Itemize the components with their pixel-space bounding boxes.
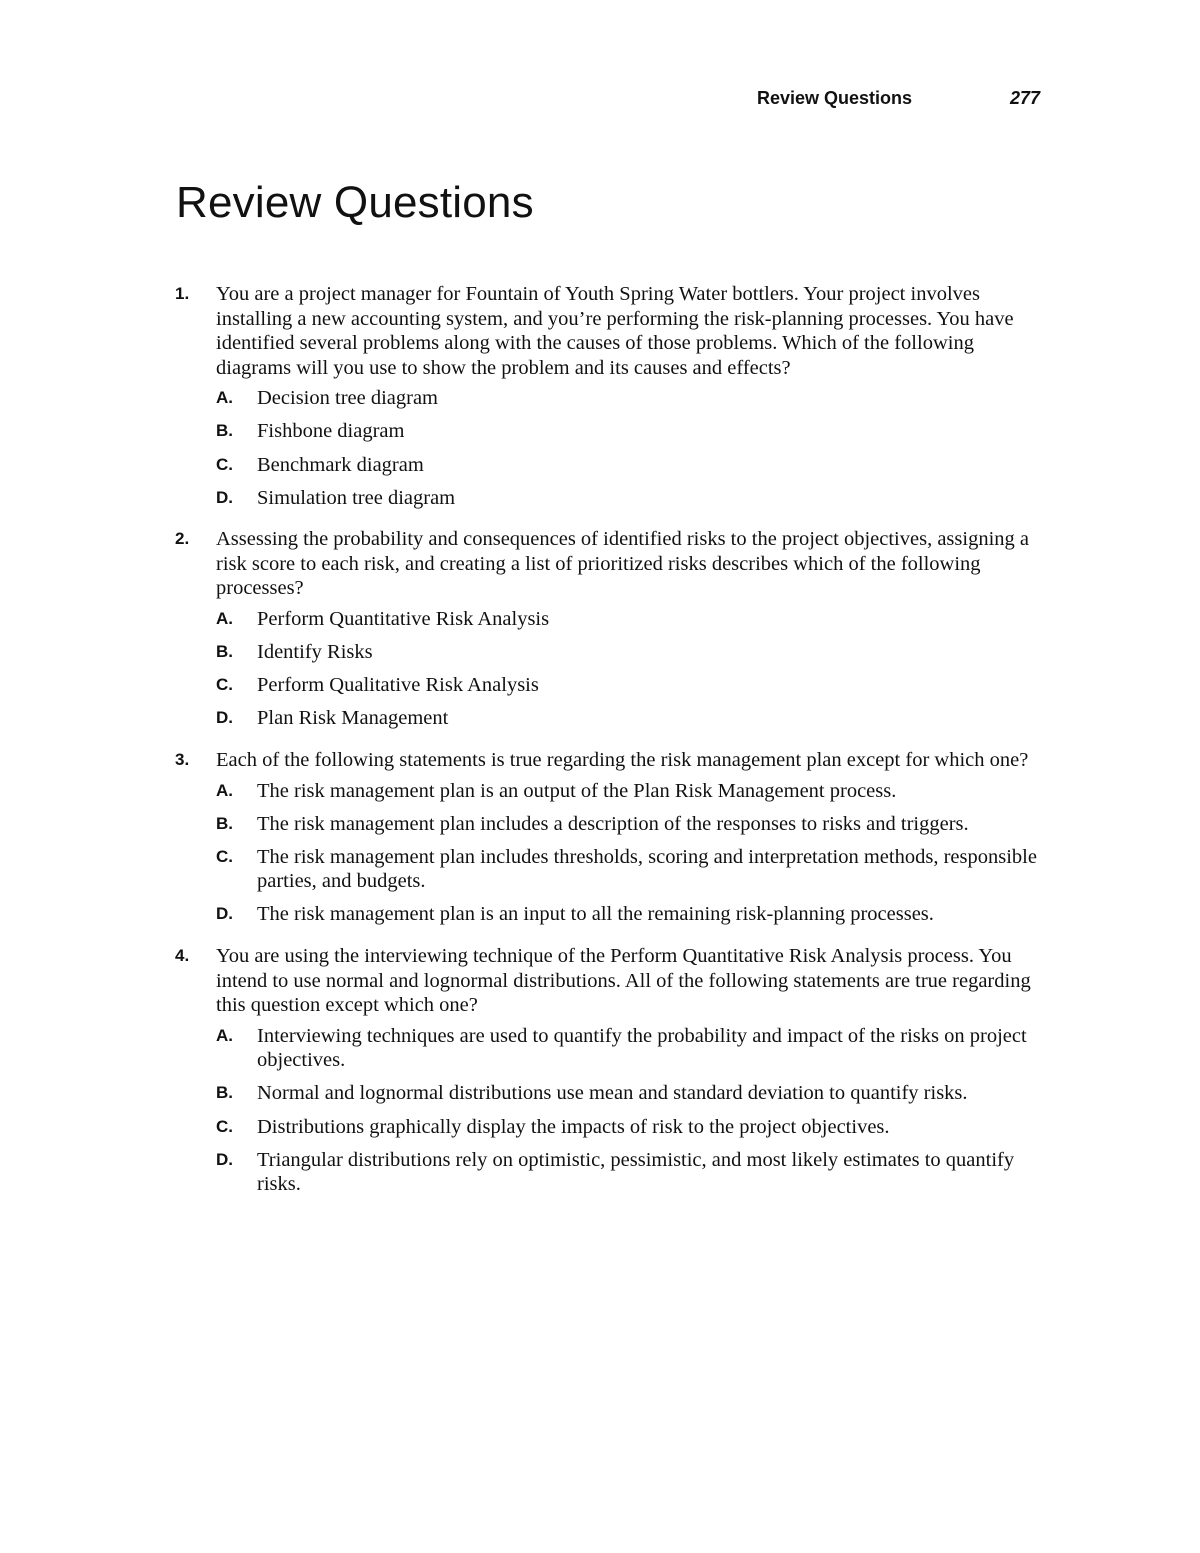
option-text: Plan Risk Management [257,707,449,730]
option-text: Perform Qualitative Risk Analysis [257,674,539,697]
question-text: Each of the following statements is true regarding the risk management plan except for which one? [216,748,1029,771]
question-text: Assessing the probability and consequences of identified risks to the project objectives, assigning a risk score to each risk, and creating a list of prioritized risks describes which of the following processes? [216,528,1029,600]
option-text: Fishbone diagram [257,420,405,443]
option-text: Triangular distributions rely on optimistic, pessimistic, and most likely estimates to quantify risks. [257,1148,1015,1196]
option-text: Identify Risks [257,641,373,664]
answer-option-c [216,1115,1046,1140]
answer-option-d [216,1148,1046,1197]
answer-option-c [216,845,1046,894]
option-letter: B. [216,642,233,662]
option-text: Simulation tree diagram [257,486,456,509]
answer-option-a [216,779,1046,804]
option-letter: D. [216,708,233,728]
option-letter: C. [216,454,233,474]
answer-option-a [216,1024,1046,1073]
answer-options [216,607,1046,731]
running-title: Review Questions [757,88,913,108]
option-text: Interviewing techniques are used to quantify the probability and impact of the risks on project objectives. [257,1024,1027,1072]
answer-option-d [216,486,1046,511]
answer-option-d [216,902,1046,927]
option-letter: A. [216,780,233,800]
question-number: 3. [175,749,190,769]
question-text: You are a project manager for Fountain of Youth Spring Water bottlers. Your project involves installing a new accounting system, and you’re performing the risk-planning processes. You have identified several problems along with the causes of those problems. Which of the following diagrams will you use to show the problem and its causes and effects? [216,283,1014,379]
option-letter: D. [216,487,233,507]
answer-option-b [216,812,1046,837]
option-text: Benchmark diagram [257,453,424,476]
question-number: 1. [175,284,190,303]
page-title: Review Questions [176,178,534,227]
question-1 [0,282,1046,510]
answer-option-c [216,453,1046,478]
option-text: Normal and lognormal distributions use mean and standard deviation to quantify risks. [257,1082,968,1105]
answer-option-b [216,640,1046,665]
question-4 [0,944,1046,1197]
option-letter: D. [216,904,233,924]
question-text: You are using the interviewing technique of the Perform Quantitative Risk Analysis process. You intend to use normal and lognormal distributions. All of the following statements are true regarding this question except which one? [216,944,1031,1017]
option-text: Distributions graphically display the impacts of risk to the project objectives. [257,1115,890,1138]
option-text: The risk management plan includes thresholds, scoring and interpretation methods, responsible parties, and budgets. [257,845,1037,893]
answer-option-a [216,607,1046,632]
option-letter: A. [216,388,233,408]
answer-option-d [216,706,1046,731]
option-text: The risk management plan is an output of the Plan Risk Management process. [257,779,897,802]
question-number: 4. [175,945,190,965]
running-header [0,88,1200,112]
answer-options [216,779,1046,927]
question-2 [0,527,1046,731]
option-text: Perform Quantitative Risk Analysis [257,608,550,631]
option-letter: D. [216,1149,233,1169]
option-letter: B. [216,813,233,833]
option-text: Decision tree diagram [257,387,439,410]
option-text: The risk management plan includes a description of the responses to risks and triggers. [257,812,969,835]
answer-options [216,386,1046,510]
question-number: 2. [175,529,190,549]
question-list [0,282,1200,1214]
question-3 [0,748,1046,927]
option-letter: A. [216,609,233,629]
option-letter: C. [216,1116,233,1136]
option-text: The risk management plan is an input to all the remaining risk-planning processes. [257,903,934,926]
answer-option-b [216,1081,1046,1106]
option-letter: B. [216,421,233,441]
option-letter: C. [216,675,233,695]
answer-option-c [216,673,1046,698]
option-letter: B. [216,1083,233,1103]
answer-option-a [216,386,1046,411]
answer-option-b [216,419,1046,444]
page-number: 277 [1010,88,1041,108]
option-letter: C. [216,846,233,866]
option-letter: A. [216,1025,233,1045]
answer-options [216,1024,1046,1197]
